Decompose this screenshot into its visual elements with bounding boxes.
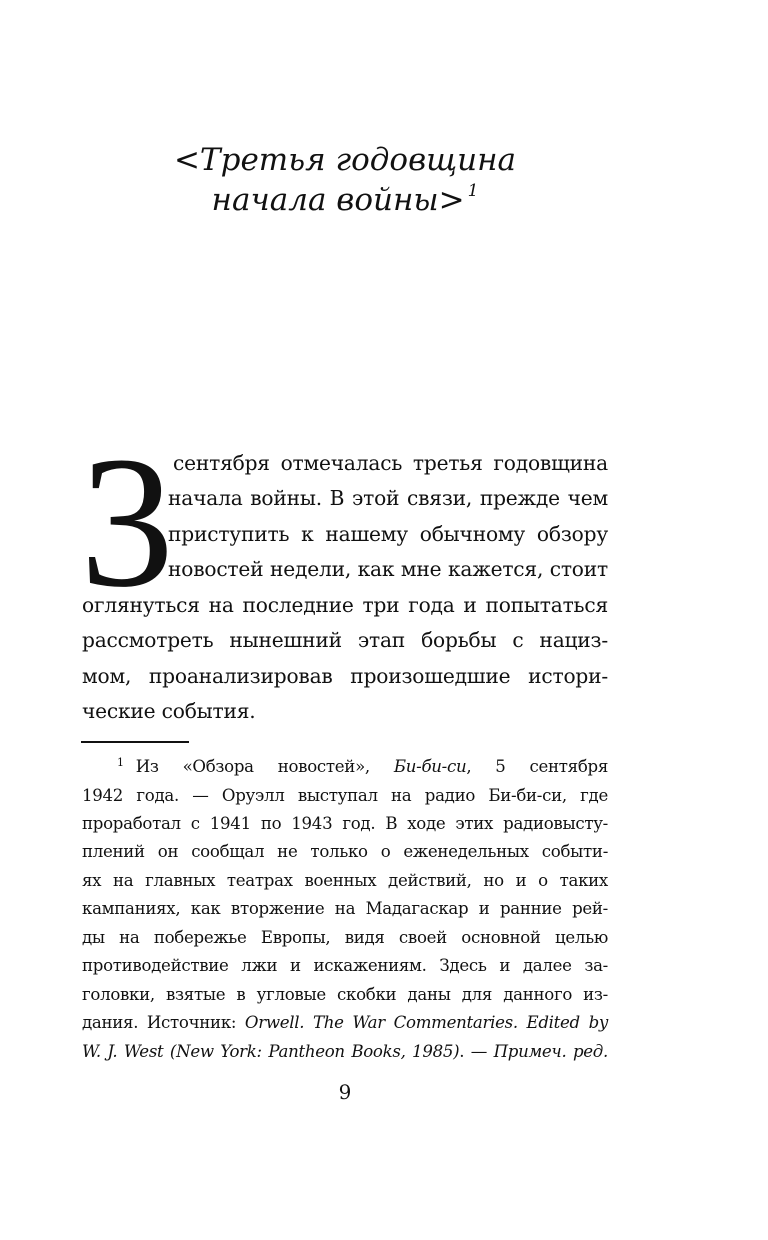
footnote-italic-text: W. J. West (New York: Pantheon Books, 1985)	[82, 1042, 460, 1061]
footnote-line	[82, 1008, 608, 1037]
page-number: 9	[338, 1080, 352, 1104]
footnote-italic-text: Примеч. ред.	[493, 1042, 608, 1061]
footnote-line: плений он сообщал не только о еженедельных событи-	[82, 842, 608, 861]
body-line: сентября отмечалась третья годовщина	[173, 451, 608, 475]
footnote-line: кампаниях, как вторжение на Мадагаскар и ранние рей-	[82, 899, 608, 918]
body-line: новостей недели, как мне кажется, стоит	[168, 557, 608, 581]
footnote-italic-text: Orwell. The War Commentaries. Edited by	[244, 1013, 608, 1032]
chapter-title-line-1: <Третья годовщина	[173, 142, 517, 178]
footnote-line	[82, 1037, 608, 1066]
footnote-line: головки, взятые в угловые скобки даны для данного из-	[82, 985, 608, 1004]
footnote-line: проработал с 1941 по 1943 год. В ходе этих радиовысту-	[82, 814, 608, 833]
body-line: приступить к нашему обычному обзору	[168, 522, 608, 546]
body-line: начала войны. В этой связи, прежде чем	[168, 486, 608, 510]
chapter-title-line-2-text: начала войны>	[211, 182, 465, 218]
chapter-title	[0, 140, 690, 220]
body-line: ческие события.	[82, 699, 256, 723]
footnote-italic-text: Би-би-си	[393, 757, 467, 776]
footnote-marker: 1	[117, 756, 124, 769]
footnote-line	[117, 752, 608, 781]
body-line: рассмотреть нынешний этап борьбы с нациз-	[82, 628, 608, 652]
footnote-line: противодействие лжи и искажениям. Здесь и далее за-	[82, 956, 608, 975]
footnote-reference[interactable]: 1	[467, 181, 479, 201]
footnote-line: ды на побережье Европы, видя своей основной целью	[82, 928, 608, 947]
body-line: оглянуться на последние три года и попытаться	[82, 593, 608, 617]
footnote-line: 1942 года. — Оруэлл выступал на радио Би-би-си, где	[82, 786, 608, 805]
footnote-text: дания. Источник:	[82, 1013, 245, 1032]
footnote-divider	[81, 741, 189, 743]
body-line: мом, проанализировав произошедшие истори-	[82, 664, 608, 688]
chapter-title-line-2	[0, 180, 690, 220]
footnote-line: ях на главных театрах военных действий, но и о таких	[82, 871, 608, 890]
drop-cap: 3	[80, 417, 174, 626]
footnote-text: Из «Обзора новостей»,	[135, 757, 394, 776]
footnote-text: , 5 сентября	[466, 757, 608, 776]
footnote-text: . —	[459, 1042, 494, 1061]
